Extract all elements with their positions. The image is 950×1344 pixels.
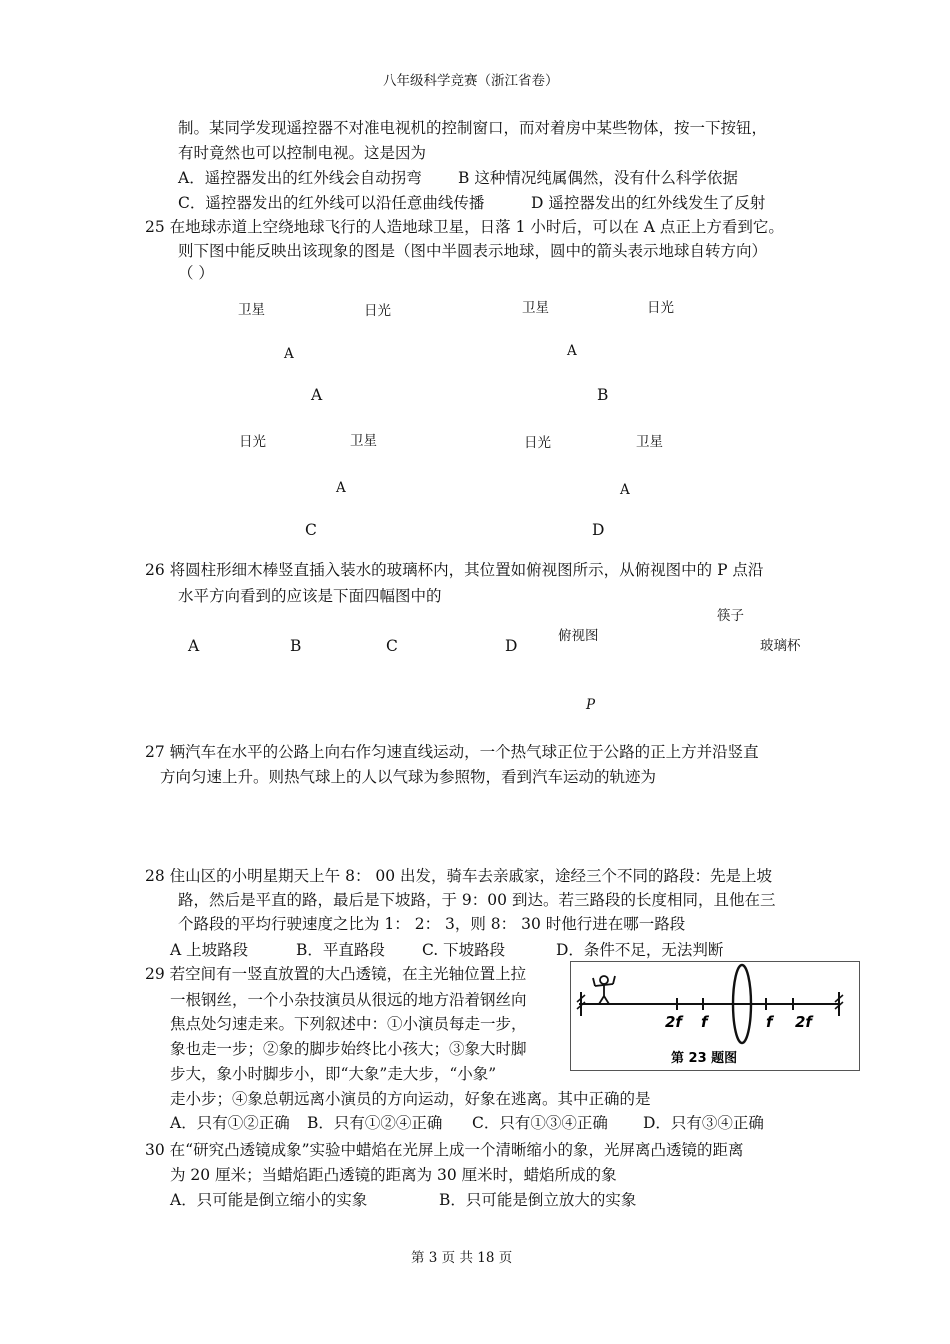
label-2f-left: 2f (665, 1013, 682, 1031)
q28-line2: 路，然后是平直的路，最后是下坡路，于 9：00 到达。若三路段的长度相同，且他在三 (178, 891, 776, 909)
q27-line1: 27 辆汽车在水平的公路上向右作匀速直线运动，一个热气球正位于公路的正上方并沿竖直 (145, 743, 759, 761)
q26-topview-label: 俯视图 (558, 628, 599, 644)
fig-d-sunlight-label: 日光 (524, 435, 551, 451)
q27-line2: 方向匀速上升。则热气球上的人以气球为参照物，看到汽车运动的轨迹为 (160, 768, 657, 786)
page-header: 八年级科学竞赛（浙江省卷） (383, 73, 559, 89)
fig-a-point-label: A (284, 346, 294, 362)
q28-line1: 28 住山区的小明星期天上午 8： 00 出发，骑车去亲戚家，途经三个不同的路段：先是上坡 (145, 867, 773, 885)
fig-a-sunlight-label: 日光 (364, 303, 391, 319)
q30-line1: 30 在“研究凸透镜成象”实验中蜡焰在光屏上成一个清晰缩小的象，光屏离凸透镜的距离 (145, 1141, 744, 1159)
fig-b-sunlight-label: 日光 (647, 300, 674, 316)
q26-line1: 26 将圆柱形细木棒竖直插入装水的玻璃杯内，其位置如俯视图所示，从俯视图中的 P 点沿 (145, 561, 764, 579)
q24-option-c: C．遥控器发出的红外线可以沿任意曲线传播 (178, 194, 485, 212)
q29-line4: 象也走一步；②象的脚步始终比小孩大；③象大时脚 (170, 1040, 527, 1058)
q28-option-c: C. 下坡路段 (422, 941, 506, 959)
q24-option-a: A．遥控器发出的红外线会自动拐弯 (178, 169, 422, 187)
q28-line3: 个路段的平均行驶速度之比为 1： 2： 3，则 8： 30 时他行进在哪一路段 (178, 915, 686, 933)
q29-line5: 步大，象小时脚步小，即“大象”走大步，“小象” (170, 1065, 497, 1083)
q26-choice-d: D (505, 637, 518, 655)
fig-c-satellite-label: 卫星 (350, 433, 377, 449)
q28-option-d: D．条件不足，无法判断 (556, 941, 724, 959)
q30-line2: 为 20 厘米；当蜡焰距凸透镜的距离为 30 厘米时，蜡焰所成的象 (170, 1166, 617, 1184)
q29-line1: 29 若空间有一竖直放置的大凸透镜，在主光轴位置上拉 (145, 965, 527, 983)
q26-choice-a: A (188, 637, 200, 655)
figure-caption: 第 23 题图 (671, 1051, 738, 1066)
fig-d-satellite-label: 卫星 (636, 434, 663, 450)
q30-option-a: A．只可能是倒立缩小的实象 (170, 1191, 368, 1209)
q26-line2: 水平方向看到的应该是下面四幅图中的 (178, 587, 442, 605)
q28-option-b: B．平直路段 (296, 941, 385, 959)
q30-option-b: B．只可能是倒立放大的实象 (439, 1191, 637, 1209)
label-2f-right: 2f (795, 1013, 812, 1031)
q24-option-d: D 遥控器发出的红外线发生了反射 (531, 194, 766, 212)
fig-d-choice-label: D (592, 521, 605, 539)
q24-option-b: B 这种情况纯属偶然，没有什么科学依据 (458, 169, 738, 187)
q29-lens-figure (570, 961, 860, 1071)
q28-option-a: A 上坡路段 (170, 941, 249, 959)
label-f-left: f (701, 1013, 708, 1031)
q29-line6: 走小步；④象总朝远离小演员的方向运动，好象在逃离。其中正确的是 (170, 1090, 651, 1108)
q26-glass-label: 玻璃杯 (760, 638, 801, 654)
fig-b-choice-label: B (597, 386, 609, 404)
q26-point-p-label: P (586, 697, 596, 713)
fig-a-choice-label: A (311, 386, 323, 404)
q29-option-b: B．只有①②④正确 (307, 1114, 443, 1132)
fig-c-point-label: A (336, 480, 346, 496)
convex-lens-diagram (571, 962, 859, 1070)
q26-choice-c: C (386, 637, 398, 655)
q26-chopsticks-label: 筷子 (717, 608, 744, 624)
q24-line2: 有时竟然也可以控制电视。这是因为 (178, 144, 427, 162)
q25-line1: 25 在地球赤道上空绕地球飞行的人造地球卫星，日落 1 小时后，可以在 A 点正上方看到它。 (145, 218, 784, 236)
q24-line1: 制。某同学发现遥控器不对准电视机的控制窗口，而对着房中某些物体，按一下按钮， (178, 119, 768, 137)
q26-choice-b: B (290, 637, 302, 655)
fig-a-satellite-label: 卫星 (238, 302, 265, 318)
page-footer: 第 3 页 共 18 页 (411, 1250, 513, 1266)
fig-d-point-label: A (620, 482, 630, 498)
q29-option-c: C．只有①③④正确 (472, 1114, 608, 1132)
q29-line2: 一根钢丝，一个小杂技演员从很远的地方沿着钢丝向 (170, 991, 527, 1009)
label-f-right: f (766, 1013, 773, 1031)
acrobat-icon (593, 976, 615, 1004)
q29-option-a: A．只有①②正确 (170, 1114, 290, 1132)
q29-line3: 焦点处匀速走来。下列叙述中：①小演员每走一步， (170, 1015, 527, 1033)
fig-b-point-label: A (567, 343, 577, 359)
fig-c-sunlight-label: 日光 (239, 434, 266, 450)
q25-answer-blank: （ ） (178, 264, 214, 282)
q29-option-d: D．只有③④正确 (643, 1114, 764, 1132)
fig-b-satellite-label: 卫星 (522, 300, 549, 316)
fig-c-choice-label: C (305, 521, 317, 539)
q25-line2: 则下图中能反映出该现象的图是（图中半圆表示地球，圆中的箭头表示地球自转方向） (178, 242, 768, 260)
